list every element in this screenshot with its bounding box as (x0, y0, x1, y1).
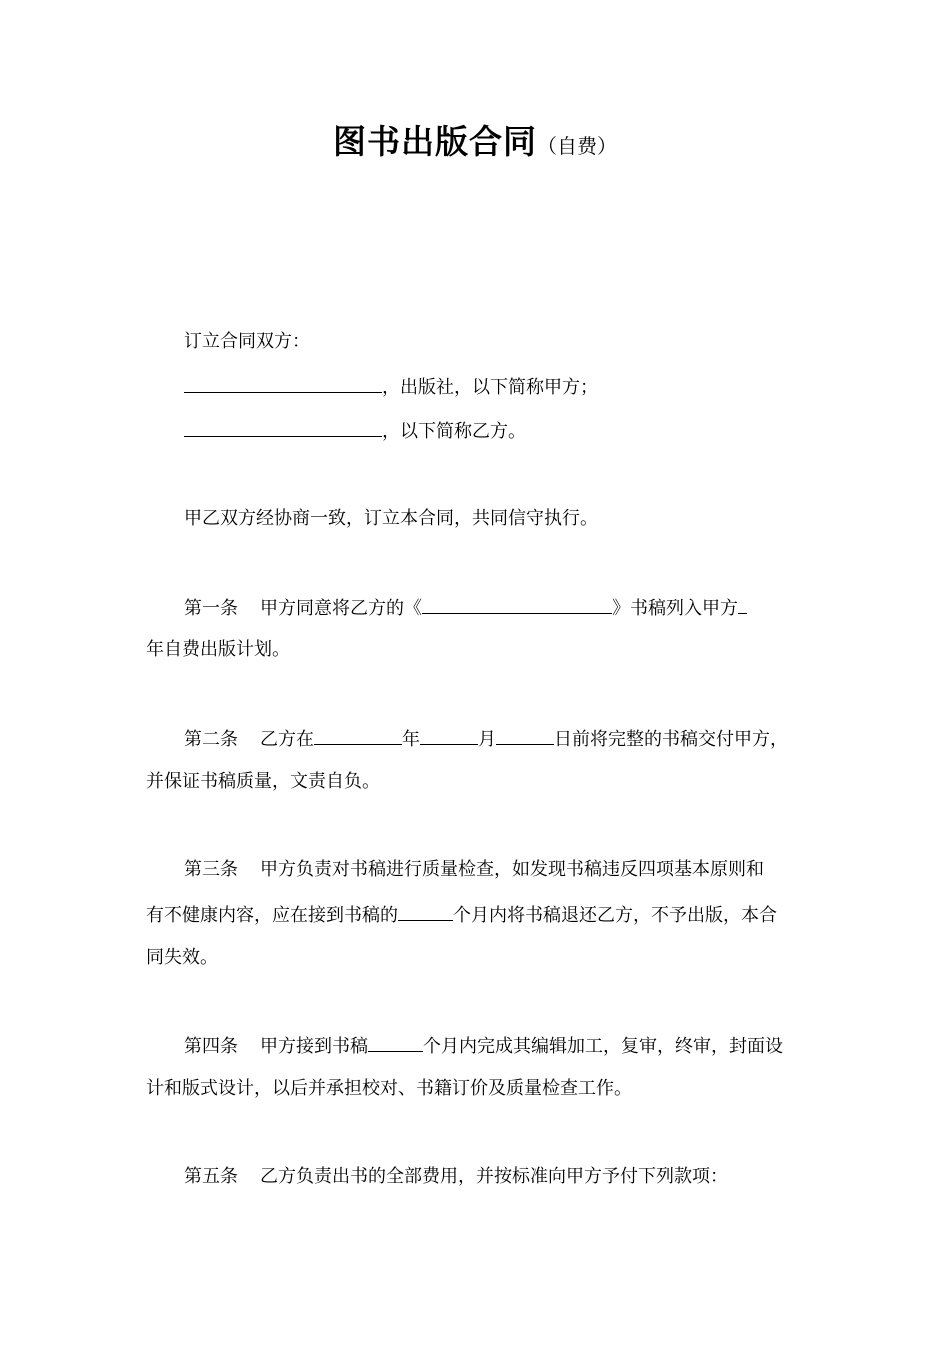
article-1-line-2: 年自费出版计划。 (146, 639, 290, 660)
article-5-line-1 (184, 1165, 728, 1189)
article-4-label: 第四条 (184, 1036, 238, 1057)
book-title-blank (422, 595, 612, 614)
title-subtitle: （自费） (537, 134, 617, 158)
year-label: 年 (402, 729, 420, 750)
article-4-text: 甲方接到书稿 (260, 1036, 368, 1057)
article-3-text-2: 有不健康内容，应在接到书稿的 (146, 905, 398, 926)
article-1-text-2: 》书稿列入甲方 (612, 598, 738, 619)
document-title (0, 116, 950, 163)
delivery-year-blank (314, 726, 402, 745)
article-1-text: 甲方同意将乙方的《 (260, 598, 422, 619)
article-4-line-1 (184, 1033, 783, 1059)
delivery-month-blank (420, 726, 478, 745)
preamble: 甲乙双方经协商一致，订立本合同，共同信守执行。 (184, 508, 598, 529)
return-months-blank (398, 902, 453, 921)
party-a-suffix: ，出版社，以下简称甲方； (382, 377, 598, 398)
article-1-line-1 (184, 595, 747, 621)
party-a-line (184, 374, 598, 400)
article-5-text: 乙方负责出书的全部费用，并按标准向甲方予付下列款项： (260, 1166, 728, 1187)
title-main: 图书出版合同 (333, 122, 537, 161)
article-3-text: 甲方负责对书稿进行质量检查，如发现书稿违反四项基本原则和 (260, 859, 764, 880)
article-2-line-2: 并保证书稿质量，文责自负。 (146, 771, 380, 792)
article-1-label: 第一条 (184, 598, 238, 619)
article-3-line-1 (184, 858, 764, 882)
article-3-text-3: 个月内将书稿退还乙方，不予出版，本合 (453, 905, 777, 926)
article-3-label: 第三条 (184, 859, 238, 880)
article-2-label: 第二条 (184, 729, 238, 750)
party-b-blank (184, 418, 382, 437)
parties-heading: 订立合同双方： (184, 331, 310, 352)
month-label: 月 (478, 729, 496, 750)
party-b-line (184, 418, 526, 444)
edit-months-blank (368, 1033, 423, 1052)
year-blank (738, 595, 747, 614)
article-2-text-2: 日前将完整的书稿交付甲方， (554, 729, 788, 750)
article-3-line-2 (146, 902, 777, 928)
article-2-line-1 (184, 726, 788, 752)
article-2-text: 乙方在 (260, 729, 314, 750)
delivery-day-blank (496, 726, 554, 745)
article-5-label: 第五条 (184, 1166, 238, 1187)
party-a-blank (184, 374, 382, 393)
article-3-line-3: 同失效。 (146, 947, 218, 968)
article-4-line-2: 计和版式设计，以后并承担校对、书籍订价及质量检查工作。 (146, 1078, 632, 1099)
party-b-suffix: ，以下简称乙方。 (382, 421, 526, 442)
article-4-text-2: 个月内完成其编辑加工，复审，终审，封面设 (423, 1036, 783, 1057)
